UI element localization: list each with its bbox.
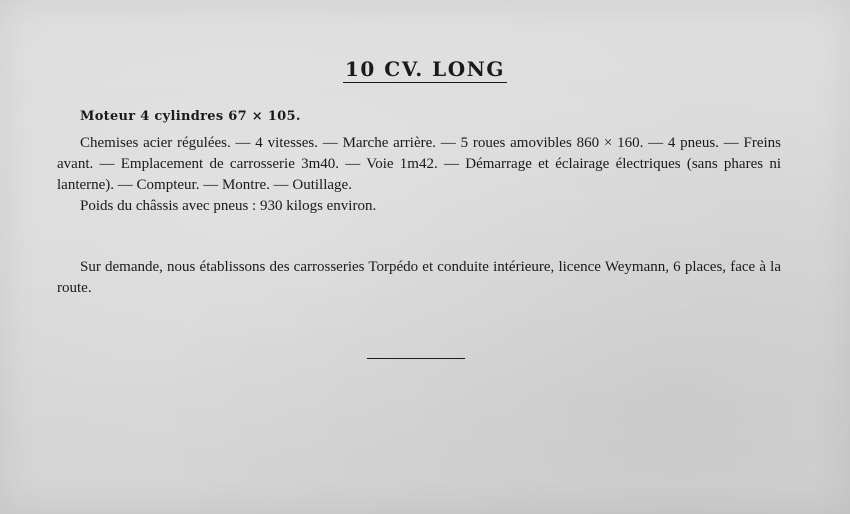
offer-paragraph: Sur demande, nous établissons des carrosseries Torpédo et conduite intérieure, licence Weymann, 6 places, face à la route. — [57, 259, 781, 296]
page-title — [0, 56, 850, 83]
engine-heading: Moteur 4 cylindres 67 × 105. — [80, 109, 301, 124]
page-title-text: 10 CV. LONG — [344, 57, 505, 81]
specifications-paragraph: Chemises acier régulées. — 4 vitesses. — Marche arrière. — 5 roues amovibles 860 × 160. — 4 pneus. — Freins avant. — Emplacement de carrosserie 3m40. — Voie 1m42. — Démarrage et éclairage électriques (sans phares ni lanterne). — Compteur. — Montre. — Outillage. — [57, 135, 781, 193]
specifications-block — [57, 133, 781, 217]
weight-paragraph: Poids du châssis avec pneus : 930 kilogs environ. — [80, 198, 377, 214]
offer-block — [57, 257, 781, 299]
closing-rule — [367, 358, 465, 359]
